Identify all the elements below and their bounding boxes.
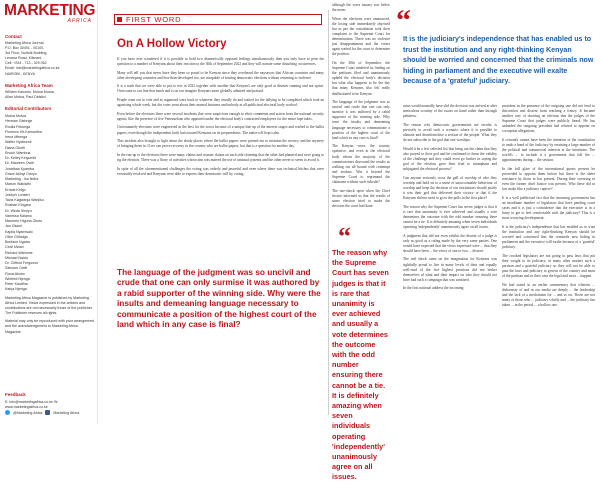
contributor-name: Herman Giebrige xyxy=(5,119,33,124)
quote-mark-icon: “ xyxy=(338,222,351,251)
contact-line: Lenana Road, Kilimani. xyxy=(5,56,43,61)
body-paragraph: When the elections were announced, the losing side immediately objected but as per the constitution took their complaint to the Supreme Court for determination. There was no violence just disappointment and the voters again waited for the court to determine the petition. xyxy=(332,16,390,57)
body-paragraph: The real shock came on the imagination for Kenyans was rightfully proud to live in many levels of their and equally well-read of the five highest positions did not bother themselves of what and their impact on who they should not have had such a campaign that was sanitised. xyxy=(403,257,497,282)
logo-subtext: AFRICA xyxy=(67,18,92,24)
contributor-name: Fiona Akoko xyxy=(5,271,25,276)
body-paragraph: president in the presence of the outgoing one did not fend to discomfort and dissent from reaching a frenzy. It became another way of showing an obvious that the judges of the Supreme Court that judges were publicly heard. He has unloaded the outgoing president had refused to appoint on corruption allegations. xyxy=(502,104,595,134)
contributor-name: Winfred Njenga xyxy=(5,276,30,281)
body-paragraph: The crooked legislators are not going to pass laws that put their weight to its judiciary; in many other matters such a partisan and a grateful judiciary so they will not be able to pass the laws and judiciary to govern of the country and most of the partisan and in their case the legal and most ... happen. xyxy=(502,253,595,279)
body-paragraph: Would it be a few selected list that bring out the claim that they also prayed to their god and be confirmed to them the validity of the challenge and they could even go further in saying the god of the election gave their lead to triumphant and subjugated the electoral process? xyxy=(403,146,497,172)
contributor-name: Enoch Wambua xyxy=(5,150,31,155)
twitter-icon[interactable] xyxy=(5,410,10,415)
contributor-name: Joseph Lonsert xyxy=(5,192,30,197)
feedback-line[interactable]: E: info@marketingafrica.co.ke W: www.marketingafrica.co.ke xyxy=(5,400,59,410)
body-paragraph: Can anyone seriously cross the gall of worship of who they worship and hold on to a sense of unaccountable behaviour of worship and keep the decision of our institutions should justify it was their god that delivered their victory or that if the Kenyans did not need to go to the polls in the first place? xyxy=(403,175,497,200)
contributor-name: Dr. Clifford Ferguson xyxy=(5,261,39,265)
article-column-4 xyxy=(502,104,595,312)
team-heading: Marketing Africa Team xyxy=(5,83,53,88)
pull-quote-independence: It is the judiciary's independence that has enabled us to trust the institution and any right-thinking Kenyan should be worried and concerned that the criminals now hiding in parliament and the executive will exalte because of a 'grateful' judiciary. xyxy=(403,35,594,86)
contributor-name: Mutua Mutua xyxy=(5,114,26,118)
body-paragraph: Unfortunately elections were engineered in the best for the worst because of a unique line up of the interest stages and crafted to the ballot papers, even though the independent body had assured Kenyans on its preparedness. The entire roll kept calm. xyxy=(117,125,324,135)
contributor-name: Grace Akinyi Odoyo xyxy=(5,171,37,176)
contributor-name: Maureen Higuna Okoto xyxy=(5,219,43,223)
body-paragraph: On the 30th of September, the Supreme Court rendered its finding on the petitions filed and unanimously upheld the electoral body's decision but what also happens to be the day that many Kenyans also felt really disillusioned to be Kenyan. xyxy=(332,60,390,96)
body-paragraph: In the full glare of the international guests present he proceeded to appoint them before but there is the sheer resistance by those in law present. During their swearing in even the former chief Justice was present. Who these did in law make like a judiciary captive? xyxy=(502,167,595,192)
body-paragraph: People went out to vote and as organised were back to whatever they usually do and waited for the tallying to be completed which took an agonising whole week, but the votes went about their normal business and nobody at all publicised electoral body worked. xyxy=(117,98,324,108)
body-paragraph: It is a truth that we were able to put to rest in 2022 together with another that Kenyan's are only good at disaster running and not sprint. Overcome to our line that much and is on our imagine Kenyans more globally admired and praised. xyxy=(117,84,324,94)
contributor-name: Katya Njenga xyxy=(5,287,27,292)
body-paragraph: ruins would normally have slid the decision was arrived at after meticulous scrutiny of the issues on hand rather than through pettiness. xyxy=(403,104,497,119)
feedback-heading: Feedback xyxy=(5,392,26,397)
contributor-name: Dr. Kelley Kinyumbi xyxy=(5,156,37,160)
body-paragraph: The reason why the Supreme Court has seven judges is that it is rare that unanimity is ever achieved and usually a vote determines the outcome with the odd number ensuring there cannot be a tie. It is definitely amazing when seven individuals operating 'independently' unanimously agree on all issues. xyxy=(403,204,497,229)
contributor-name: Peter Kiarithia xyxy=(5,282,28,286)
contributor-name: Michael Naidu xyxy=(5,255,28,260)
body-paragraph: although the votes tussary was below the norm. xyxy=(332,3,390,13)
body-paragraph: Even before the elections there were several incidents that were suspicious enough to elicit comments and action from the national security agents, like the presence of five Venezuelans who appeared under the electoral body's contracted employees for the entire lape takes. xyxy=(117,111,324,121)
article-column-3b xyxy=(403,104,497,295)
sidebar xyxy=(0,0,98,424)
contributor-name: Irena Mbenga xyxy=(5,135,28,139)
logo-text: MARKETING xyxy=(4,2,96,19)
quote-mark-icon: “ xyxy=(396,4,411,37)
contributors-list xyxy=(5,114,44,293)
contributor-name: Florence Kit-Kamaritha xyxy=(5,129,42,134)
contributor-name: Bonface Ngaba xyxy=(5,240,30,244)
body-paragraph: It is a well publicised fact that the incoming government has an inordinate number of legislators that have pending court cases and it is just a coincidence that the executive is in a hurry to get to feel comfortable with the judiciary? This is a most worrying development. xyxy=(502,196,595,221)
notice-paragraph: Marketing Africa Magazine is published by Marketing Africa Limited. Views expressed in the articles and contributions are not necessarily those of the publisher. The Publisher reserves all rights. xyxy=(5,296,93,316)
column-divider xyxy=(328,10,329,415)
contributor-name: Diana Okoth xyxy=(5,145,25,150)
contributor-name: Roulla Fekonga xyxy=(5,124,31,129)
body-paragraph: It is the judiciary's independence that has enabled us to trust the institution and any right-thinking Kenyan should be worried and concerned that the criminals now hiding in parliament and the executive will exalte because of a 'grateful' judiciary. xyxy=(502,224,595,250)
contributor-name: Cecil Mwari xyxy=(5,245,24,250)
body-paragraph: In spite of all the aforementioned challenges the voting was orderly and peaceful and even where there was technical hitches that were eventually resolved and Kenyans were able to express their democratic will by voting. xyxy=(117,166,324,176)
contact-block xyxy=(5,41,95,77)
contact-line: P.O. Box 30491 - 00100, xyxy=(5,46,45,51)
contact-line[interactable]: Email: info@marketingafrica.co.ke xyxy=(5,66,60,71)
article-column-2 xyxy=(332,3,390,212)
facebook-handle[interactable]: Marketing Africa xyxy=(53,410,80,415)
social-links xyxy=(5,410,97,415)
facebook-icon[interactable] xyxy=(45,410,50,415)
publisher-notice xyxy=(5,296,95,335)
section-label xyxy=(114,14,322,25)
pull-quote-judgment: The language of the judgment was so uncivil and crude that one can only surmise it was authored by a rabid supporter of the winning side. Why were the insults and demeaning language necessary to communicate a position of the highest court of the land which in any case is final? xyxy=(117,267,321,330)
body-paragraph: In the run-up to the elections there were many claims and counter claims on each side claiming that the other had planned and were going to rig the election. There was a flurry of activities whose aim was marred the use of unusual systems and the other never to seem to avoid it. xyxy=(117,152,324,162)
body-paragraph: If you have ever wondered if it is possible to hold two diametrically opposed feelings simultaneously then you only have to pose the question to a number of Kenyans about their reaction to the 30th of September 2022 and they will narrate some disturbing occurrences. xyxy=(117,57,324,67)
contributors-heading: Editorial Contributors xyxy=(5,106,52,111)
twitter-handle[interactable]: @Marketing Africa xyxy=(13,410,43,415)
pull-quote-seven-judges: The reason why the Supreme Court has seven judges is that it is rare that unanimity is ever achieved and usually a vote determines the outcome with the odd number ensuring there cannot be a tie. It is definitely amazing when seven individuals operating 'independently' unanimously agree on all issues. xyxy=(332,248,389,482)
team-line: Allan Mutua, Paul Didsitzi xyxy=(5,95,46,100)
contributor-name: Richard Wahome xyxy=(5,250,33,255)
body-paragraph: We had stated in an earlier commentary that wherein ... dishonesty of and in our media are deeply ... the leadership and the lack of a mechanism for ... and so on. Those are not many of those who ... judiciary wholly and ... the judiciary has taken ... in the period ... a hollow one. xyxy=(502,282,595,308)
contributor-name: Marion Wakiathi xyxy=(5,182,31,187)
contributor-name: Vanessa Kalamu xyxy=(5,213,32,218)
contributor-name: Samson Owiti xyxy=(5,266,28,271)
contributor-name: Roshan Kingara xyxy=(5,203,31,208)
contributor-name: Olive Githaiga xyxy=(5,234,28,239)
body-paragraph: The Kenyan voter, the country operative, and even at the electoral body whom the majority of the commissioners disowned the results as walking out all bound with contempt and zealous. Was it beyond the Supreme Court to reprimand the claimants without such ridicule? xyxy=(332,144,390,184)
body-paragraph: In the first national address the incoming xyxy=(403,286,464,291)
contributor-name: Dr. Weda Simiyu xyxy=(5,208,32,213)
contact-line: 3rd Floor, Norfolk Building, xyxy=(5,51,48,56)
contributor-name: Kapila Nyamwalo xyxy=(5,229,33,234)
notice-paragraph: Material may only be reproduced with prior arrangement and the acknowledgement to Marketing Africa Magazine. xyxy=(5,319,95,334)
body-paragraph: This incident also brought to light about the shady places where the ballot papers were printed not to mention the secrecy and the mystery of bringing them in. If we can prove recovery in the country who are ballot papers, but that is a question for another day. xyxy=(117,139,324,149)
team-line: William Kalondu, Mutua Mutua, xyxy=(5,90,55,94)
section-square-icon xyxy=(117,17,122,22)
body-paragraph: The language of the judgment was so uncivil and crude that one can only surmise it was authored by a rabid supporter of the winning side. Why were the insults and demeaning language necessary to communicate a position of the highest court of the land which in any case is final? xyxy=(332,100,390,140)
article-headline: On A Hollow Victory xyxy=(117,38,227,50)
team-block xyxy=(5,90,95,100)
contributor-name: Marketing - Isa Ndira xyxy=(5,177,39,181)
contributor-name: Walter Nyabundi xyxy=(5,140,32,145)
body-paragraph: It certainly cannot have been the intention of the constitution to undo a hand of the Judiciary by retaining a large number of the political and commercial interests at the intentions. The world's ... to include it a government that full the ... appointments during ... the session. xyxy=(502,138,595,163)
contact-line: Marketing Africa Journal xyxy=(5,41,44,45)
body-paragraph: Many will tell you that never have they been so proud to be Kenyan since they overheard the naysayers that African countries and many other developing countries and less-than-developed too, are incapable of hosting democratic elections without returning to violence. xyxy=(117,70,324,80)
contributor-name: Dr. Maureen Owiti xyxy=(5,161,34,166)
contact-heading: Contact xyxy=(5,34,22,39)
section-title: FIRST WORD xyxy=(126,15,182,24)
contact-line: NAIROBI - KENYA xyxy=(5,71,35,76)
contributor-name: Jonathan Kyamba xyxy=(5,166,34,171)
contributor-name: Tavia Kagwanja Wanjiku xyxy=(5,198,44,202)
contact-line: Cell: +254 - 713 - 329 052 xyxy=(5,61,47,66)
masthead-logo xyxy=(4,3,96,29)
contributor-name: Jan Oksuri xyxy=(5,224,23,229)
body-paragraph: The reason why democratic governments are secular is precisely to avoid such a scenario where it is possible to alienate and disenfranchise a section of the people. What they do not subscribe to the god that one worships. xyxy=(403,122,497,143)
body-paragraph: A judgment that did not even exhibit the dissent of a judge is only as good as a ruling made by the very same parties. One would have expected that the views expressed were ... that they should have been ... the views of one or two ... dissent. xyxy=(403,233,497,253)
contributor-name: Ernest Kirigo xyxy=(5,187,26,192)
article-column-1 xyxy=(117,57,324,180)
body-paragraph: The one-shock open when the Chief Justice informed us that the results of some election tried to make the decision the court had done. xyxy=(332,188,390,208)
